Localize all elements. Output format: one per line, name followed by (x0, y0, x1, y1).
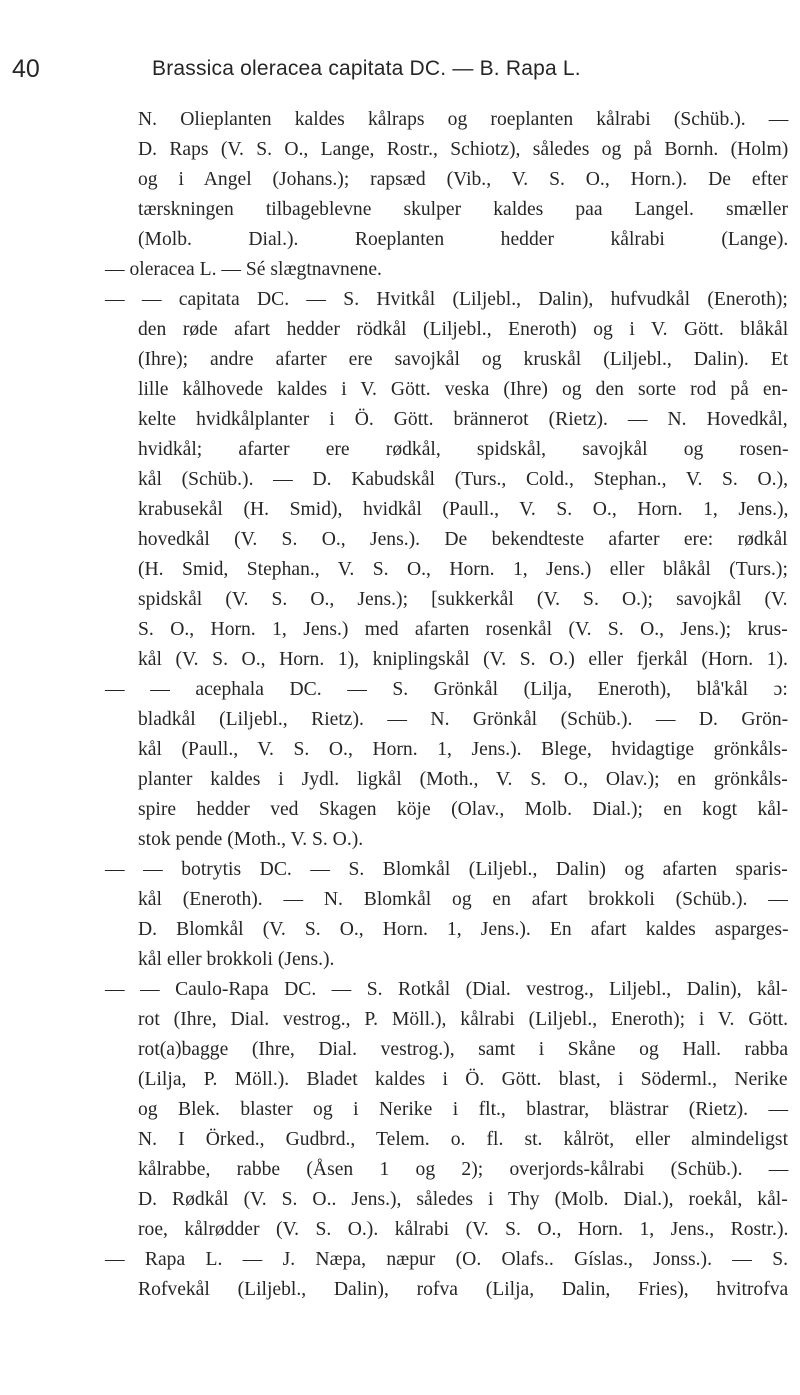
text-line: S. O., Horn. 1, Jens.) med afarten rosenkål (V. S. O., Jens.); krus- (138, 619, 788, 640)
text-line: og Blek. blaster og i Nerike i flt., blastrar, blästrar (Rietz). — (138, 1099, 789, 1120)
text-line: D. Blomkål (V. S. O., Horn. 1, Jens.). En afart kaldes asparges- (138, 919, 789, 940)
running-head: Brassica oleracea capitata DC. — B. Rapa L. (152, 57, 581, 80)
text-line: kål eller brokkoli (Jens.). (138, 949, 335, 970)
text-line: — — acephala DC. — S. Grönkål (Lilja, Eneroth), blå'kål ɔ: (105, 679, 788, 700)
text-line: (Molb. Dial.). Roeplanten hedder kålrabi (Lange). (138, 229, 789, 250)
text-line: kål (Eneroth). — N. Blomkål og en afart brokkoli (Schüb.). — (138, 889, 788, 910)
text-line: kelte hvidkålplanter i Ö. Gött. brännerot (Rietz). — N. Hovedkål, (138, 409, 788, 430)
text-line: hovedkål (V. S. O., Jens.). De bekendteste afarter ere: rødkål (138, 529, 788, 550)
text-line: (H. Smid, Stephan., V. S. O., Horn. 1, Jens.) eller blåkål (Turs.); (138, 559, 788, 580)
page-header (0, 55, 800, 95)
text-line: N. I Örked., Gudbrd., Telem. o. fl. st. kålröt, eller almindeligst (138, 1129, 789, 1150)
text-line: hvidkål; afarter ere rødkål, spidskål, savojkål og rosen- (138, 439, 789, 460)
text-line: rot (Ihre, Dial. vestrog., P. Möll.), kålrabi (Liljebl., Eneroth); i V. Gött. (138, 1009, 789, 1030)
text-line: lille kålhovede kaldes i V. Gött. veska (Ihre) og den sorte rod på en- (138, 379, 788, 400)
text-line: kålrabbe, rabbe (Åsen 1 og 2); overjords-kålrabi (Schüb.). — (138, 1159, 789, 1180)
text-line: bladkål (Liljebl., Rietz). — N. Grönkål (Schüb.). — D. Grön- (138, 709, 789, 730)
text-line: rot(a)bagge (Ihre, Dial. vestrog.), samt i Skåne og Hall. rabba (138, 1039, 789, 1060)
text-line: kål (Paull., V. S. O., Horn. 1, Jens.). Blege, hvidagtige grönkåls- (138, 739, 788, 760)
text-line: (Ihre); andre afarter ere savojkål og kruskål (Liljebl., Dalin). Et (138, 349, 789, 370)
text-line: (Lilja, P. Möll.). Bladet kaldes i Ö. Gött. blast, i Söderml., Nerike (138, 1069, 788, 1090)
text-line: den røde afart hedder rödkål (Liljebl., Eneroth) og i V. Gött. blåkål (138, 319, 789, 340)
text-line: spire hedder ved Skagen köje (Olav., Molb. Dial.); en kogt kål- (138, 799, 788, 820)
text-line: spidskål (V. S. O., Jens.); [sukkerkål (V. S. O.); savojkål (V. (138, 589, 788, 610)
text-line: D. Raps (V. S. O., Lange, Rostr., Schiotz), således og på Bornh. (Holm) (138, 139, 789, 160)
text-line: N. Olieplanten kaldes kålraps og roeplanten kålrabi (Schüb.). — (138, 109, 789, 130)
text-line: kål (V. S. O., Horn. 1), kniplingskål (V. S. O.) eller fjerkål (Horn. 1). (138, 649, 788, 670)
text-line: roe, kålrødder (V. S. O.). kålrabi (V. S. O., Horn. 1, Jens., Rostr.). (138, 1219, 789, 1240)
text-line: — — capitata DC. — S. Hvitkål (Liljebl., Dalin), hufvudkål (Eneroth); (105, 289, 788, 310)
text-line: — — botrytis DC. — S. Blomkål (Liljebl., Dalin) og afarten sparis- (105, 859, 788, 880)
text-line: — oleracea L. — Sé slægtnavnene. (105, 259, 382, 280)
text-line: — — Caulo-Rapa DC. — S. Rotkål (Dial. vestrog., Liljebl., Dalin), kål- (105, 979, 788, 1000)
text-line: — Rapa L. — J. Næpa, næpur (O. Olafs.. Gíslas., Jonss.). — S. (105, 1249, 788, 1270)
text-line: stok pende (Moth., V. S. O.). (138, 829, 364, 850)
text-line: tærskningen tilbageblevne skulper kaldes paa Langel. smæller (138, 199, 788, 220)
text-line: krabusekål (H. Smid), hvidkål (Paull., V. S. O., Horn. 1, Jens.), (138, 499, 789, 520)
text-line: D. Rødkål (V. S. O.. Jens.), således i Thy (Molb. Dial.), roekål, kål- (138, 1189, 788, 1210)
text-line: og i Angel (Johans.); rapsæd (Vib., V. S. O., Horn.). De efter (138, 169, 788, 190)
page-number: 40 (12, 55, 40, 83)
text-line: planter kaldes i Jydl. ligkål (Moth., V. S. O., Olav.); en grönkåls- (138, 769, 788, 790)
text-line: Rofvekål (Liljebl., Dalin), rofva (Lilja, Dalin, Fries), hvitrofva (138, 1279, 789, 1300)
text-line: kål (Schüb.). — D. Kabudskål (Turs., Cold., Stephan., V. S. O.), (138, 469, 789, 490)
